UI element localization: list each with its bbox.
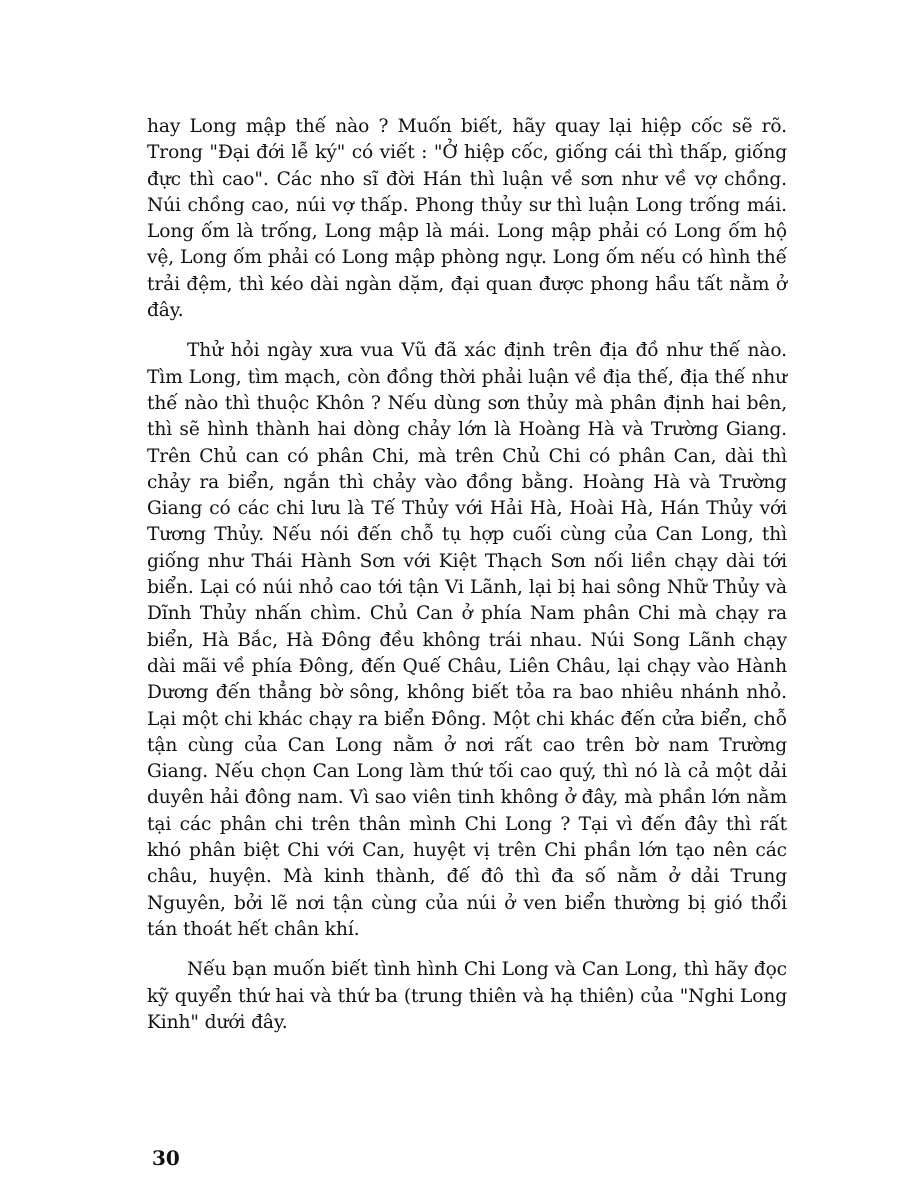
page-number: 30 (152, 1146, 180, 1170)
paragraph-1: hay Long mập thế nào ? Muốn biết, hãy quay lại hiệp cốc sẽ rõ. Trong "Đại đới lễ ký" có viết : "Ở hiệp cốc, giống cái thì thấp, giống đực thì cao". Các nho sĩ đời Hán thì luận về sơn như về vợ chồng. Núi chồng cao, núi vợ thấp. Phong thủy sư thì luận Long trống mái. Long ốm là trống, Long mập là mái. Long mập phải có Long ốm hộ vệ, Long ốm phải có Long mập phòng ngự. Long ốm nếu có hình thế trải đệm, thì kéo dài ngàn dặm, đại quan được phong hầu tất nằm ở đây. (147, 116, 787, 322)
page-body (147, 114, 787, 1036)
paragraph-3: Nếu bạn muốn biết tình hình Chi Long và Can Long, thì hãy đọc kỹ quyển thứ hai và thứ ba (trung thiên và hạ thiên) của "Nghi Long Kinh" dưới đây. (147, 959, 787, 1033)
paragraph-2: Thử hỏi ngày xưa vua Vũ đã xác định trên địa đồ như thế nào. Tìm Long, tìm mạch, còn đồng thời phải luận về địa thế, địa thế như thế nào thì thuộc Khôn ? Nếu dùng sơn thủy mà phân định hai bên, thì sẽ hình thành hai dòng chảy lớn là Hoàng Hà và Trường Giang. Trên Chủ can có phân Chi, mà trên Chủ Chi có phân Can, dài thì chảy ra biển, ngắn thì chảy vào đồng bằng. Hoàng Hà và Trường Giang có các chi lưu là Tế Thủy với Hải Hà, Hoài Hà, Hán Thủy với Tương Thủy. Nếu nói đến chỗ tụ hợp cuối cùng của Can Long, thì giống như Thái Hành Sơn với Kiệt Thạch Sơn nối liền chạy dài tới biển. Lại có núi nhỏ cao tới tận Vi Lãnh, lại bị hai sông Nhữ Thủy và Dĩnh Thủy nhấn chìm. Chủ Can ở phía Nam phân Chi mà chạy ra biển, Hà Bắc, Hà Đông đều không trái nhau. Núi Song Lãnh chạy dài mãi về phía Đông, đến Quế Châu, Liên Châu, lại chạy vào Hành Dương đến thẳng bờ sông, không biết tỏa ra bao nhiêu nhánh nhỏ. Lại một chi khác chạy ra biển Đông. Một chi khác đến cửa biển, chỗ tận cùng của Can Long nằm ở nơi rất cao trên bờ nam Trường Giang. Nếu chọn Can Long làm thứ tối cao quý, thì nó là cả một dải duyên hải đông nam. Vì sao viên tinh không ở đây, mà phần lớn nằm tại các phân chi trên thân mình Chi Long ? Tại vì đến đây thì rất khó phân biệt Chi với Can, huyệt vị trên Chi phần lớn tạo nên các châu, huyện. Mà kinh thành, đế đô thì đa số nằm ở dải Trung Nguyên, bởi lẽ nơi tận cùng của núi ở ven biển thường bị gió thổi tán thoát hết chân khí. (147, 340, 787, 940)
